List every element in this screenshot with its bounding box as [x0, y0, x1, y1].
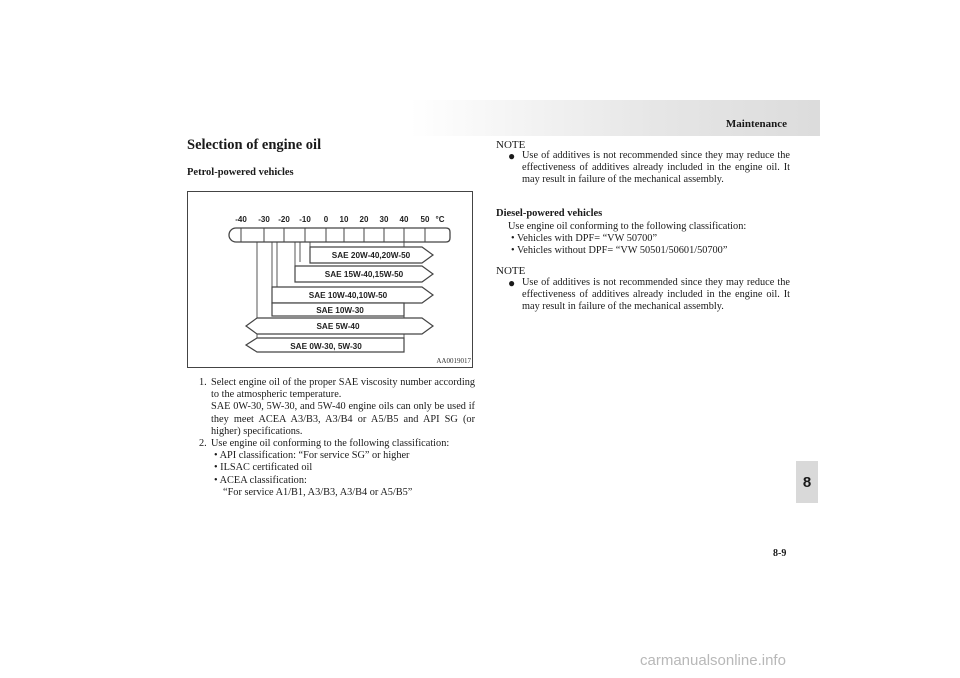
diesel-bullet: • Vehicles with DPF= “VW 50700” [511, 233, 658, 245]
section-title: Selection of engine oil [187, 137, 322, 153]
list-item [199, 438, 475, 499]
temp-label: -10 [299, 215, 311, 224]
note-body: Use of additives is not recommended since they may reduce the effectiveness of additives already included in the engine oil. It may result in failure of the mechanical assembly. [522, 150, 790, 186]
diesel-heading: Diesel-powered vehicles [496, 208, 603, 219]
step-number: 2. [199, 438, 207, 450]
diesel-line: Use engine oil conforming to the following classification: [508, 221, 747, 232]
note-text [508, 149, 790, 187]
temp-label: -20 [278, 215, 290, 224]
diesel-text [508, 221, 794, 258]
grade-label: SAE 5W-40 [316, 322, 360, 331]
list-item [199, 377, 475, 438]
viscosity-chart [188, 192, 474, 369]
grade-label: SAE 10W-40,10W-50 [308, 291, 388, 300]
watermark: carmanualsonline.info [640, 652, 786, 669]
temp-label: 30 [379, 215, 389, 224]
temp-label: 50 [420, 215, 430, 224]
temp-label: 10 [339, 215, 349, 224]
temp-label: -40 [235, 215, 247, 224]
thermometer [229, 228, 450, 242]
steps-list [199, 377, 475, 499]
bullet-dot-icon: ● [508, 276, 516, 290]
step-number: 1. [199, 377, 207, 388]
note-text [508, 276, 790, 314]
figure-code: AA0019017 [436, 357, 471, 365]
step-text: Use engine oil conforming to the following classification: [211, 438, 450, 450]
temp-unit: °C [435, 215, 445, 224]
bullet: • API classification: “For service SG” or higher [214, 450, 410, 462]
step-text: Select engine oil of the proper SAE viscosity number according to the atmospheric temperature. [211, 377, 475, 401]
petrol-heading: Petrol-powered vehicles [187, 167, 294, 178]
temp-label: 20 [359, 215, 369, 224]
bullet-continuation: “For service A1/B1, A3/B3, A3/B4 or A5/B5” [223, 486, 413, 498]
temp-label: 40 [399, 215, 409, 224]
grade-label: SAE 15W-40,15W-50 [324, 270, 404, 279]
note-label: NOTE [496, 139, 526, 151]
grade-label: SAE 0W-30, 5W-30 [290, 342, 362, 351]
note-label: NOTE [496, 265, 526, 277]
header-title: Maintenance [725, 118, 787, 130]
step-extra: SAE 0W-30, 5W-30, and 5W-40 engine oils can only be used if they meet ACEA A3/B3, A3/B4 or A5/B5 and API SG (or higher) specifications. [211, 401, 475, 437]
temp-label: -30 [258, 215, 270, 224]
note-body: Use of additives is not recommended since they may reduce the effectiveness of additives already included in the engine oil. It may result in failure of the mechanical assembly. [522, 277, 790, 313]
diesel-bullet: • Vehicles without DPF= “VW 50501/50601/50700” [511, 245, 728, 257]
grade-label: SAE 20W-40,20W-50 [331, 251, 411, 260]
temp-label: 0 [323, 215, 329, 224]
grade-label: SAE 10W-30 [316, 306, 364, 315]
page-number: 8-9 [773, 548, 787, 559]
bullet: • ACEA classification: [214, 474, 307, 486]
chapter-tab: 8 [796, 461, 818, 503]
viscosity-figure [187, 191, 473, 368]
bullet: • ILSAC certificated oil [214, 462, 313, 474]
bullet-dot-icon: ● [508, 149, 516, 163]
